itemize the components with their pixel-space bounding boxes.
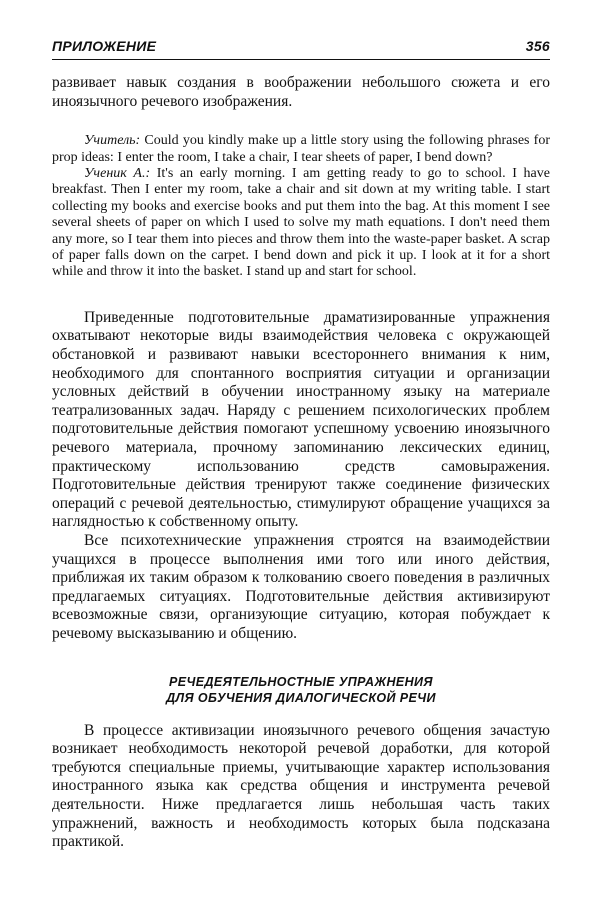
paragraph-2: Все психотехнические упражнения строятся на взаимодействии учащихся в процессе выполнения ими того или иного действия, приближая их таким образом к толкованию своего поведения в различных предлагаемых ситуациях. Подготовительные действия активизируют всевозможные связи, организующие ситуацию, которая побуждает к речевому высказыванию и общению.	[52, 531, 550, 642]
student-text: It's an early morning. I am getting ready to go to school. I have breakfast. Then I enter my room, take a chair and sit down at my writing table. I start collecting my books and exercise books and put them into the bag. At this moment I see several sheets of paper on which I used to solve my math equations. I don't need them any more, so I tear them into pieces and throw them into the waste-paper basket. A scrap of paper falls down on the carpet. I bend down and pick it up. I look at it for a short while and throw it into the basket. I stand up and start for school.	[52, 166, 550, 280]
student-line	[52, 166, 550, 281]
dialogue-example	[52, 133, 550, 281]
section-heading	[52, 674, 550, 706]
page-number: 356	[525, 38, 550, 54]
running-head	[52, 38, 550, 60]
teacher-line	[52, 133, 550, 166]
intro-continuation: развивает навык создания в воображении небольшого сюжета и его иноязычного речевого изображения.	[52, 74, 550, 110]
teacher-text: Could you kindly make up a little story using the following phrases for prop ideas: I enter the room, I take a chair, I tear sheets of paper, I bend down?	[52, 133, 550, 165]
section-name: ПРИЛОЖЕНИЕ	[52, 38, 157, 54]
closing-paragraph: В процессе активизации иноязычного речевого общения зачастую возникает необходимость некоторой речевой доработки, для которой требуются специальные приемы, учитывающие характер использования иностранного языка как средства общения и инструмента речевой деятельности. Ниже предлагается лишь небольшая часть таких упражнений, важность и необходимость которых была подсказана практикой.	[52, 721, 550, 851]
paragraph-1: Приведенные подготовительные драматизированные упражнения охватывают некоторые виды взаимодействия человека с окружающей обстановкой и развивают навыки всестороннего внимания к ним, необходимого для спонтанного восприятия ситуации и организации условных действий в обучении иностранному языку на материале театрализованных задач. Наряду с решением психологических проблем подготовительные действия помогают успешному усвоению иноязычного речевого материала, прочному запоминанию лексических единиц, практическому использованию средств самовыражения. Подготовительные действия тренируют также соединение физических операций с речевой деятельностью, стимулируют обращение учащихся за наглядностью к собственному опыту.	[52, 308, 550, 531]
student-label: Ученик А.:	[84, 166, 151, 181]
section-heading-line-1: РЕЧЕДЕЯТЕЛЬНОСТНЫЕ УПРАЖНЕНИЯ	[169, 674, 433, 689]
book-page	[52, 38, 550, 852]
discussion	[52, 309, 550, 644]
teacher-label: Учитель:	[84, 133, 141, 149]
section-heading-line-2: ДЛЯ ОБУЧЕНИЯ ДИАЛОГИЧЕСКОЙ РЕЧИ	[166, 690, 436, 705]
